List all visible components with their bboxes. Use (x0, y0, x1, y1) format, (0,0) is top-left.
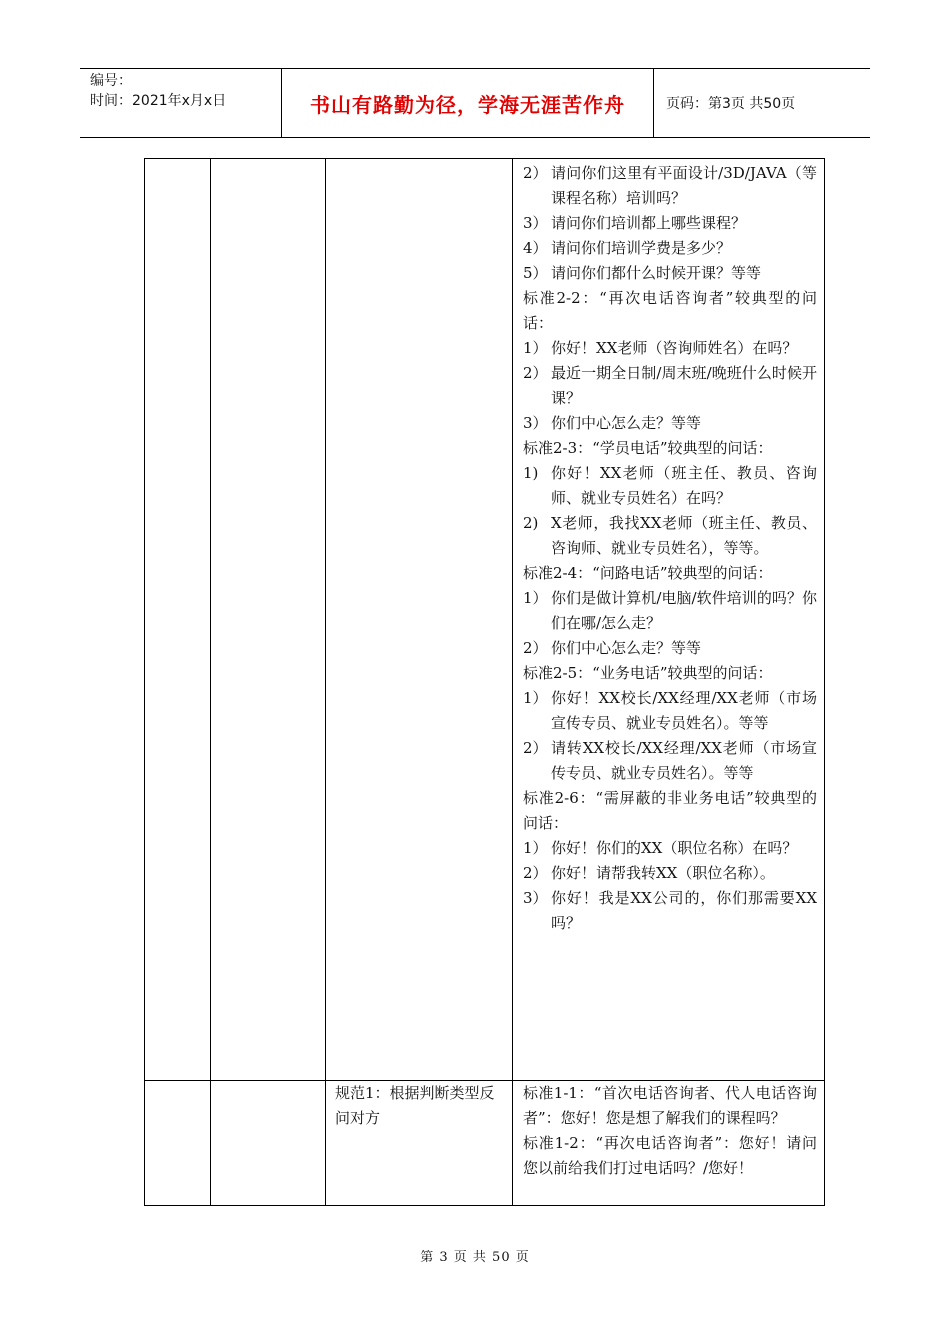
time-label: 时间：2021年x月x日 (90, 93, 227, 109)
list-item (523, 636, 817, 661)
list-item-text: 你好！请帮我转XX（职位名称）。 (551, 864, 775, 882)
list-item-number: 2） (523, 639, 548, 657)
list-item (523, 886, 817, 936)
list-item-text: 请问你们培训学费是多少？ (551, 239, 732, 257)
content-table (144, 158, 825, 1206)
list-item-text: 你好！你们的XX（职位名称）在吗？ (551, 839, 798, 857)
list-item-number: 5） (523, 264, 548, 282)
list-item-number: 1） (523, 689, 548, 707)
list-item-number: 2） (523, 739, 548, 757)
list-item-number: 1） (523, 339, 548, 357)
list-item (523, 461, 817, 511)
list-item-text: 你们中心怎么走？等等 (551, 639, 702, 657)
number-label: 编号： (90, 73, 132, 89)
spec-label: 规范1：根据判断类型反问对方 (335, 1084, 495, 1127)
list-item-text: 请转XX校长/XX经理/XX老师（市场宣传专员、就业专员姓名）。等等 (551, 739, 817, 782)
list-item-text: 请问你们培训都上哪些课程？ (551, 214, 747, 232)
list-item (523, 686, 817, 736)
row1-standards (513, 161, 825, 936)
list-item (523, 511, 817, 561)
list-item (523, 836, 817, 861)
list-item (523, 261, 817, 286)
standard-heading: 标准2-3：“学员电话”较典型的问话： (523, 439, 773, 457)
list-item-number: 3） (523, 214, 548, 232)
list-item (523, 736, 817, 786)
list-item-number: 2） (523, 364, 548, 382)
list-item (523, 361, 817, 411)
list-item-text: X老师，我找XX老师（班主任、教员、咨询师、就业专员姓名），等等。 (551, 514, 817, 557)
list-item-number: 1) (523, 464, 539, 482)
standard-heading: 标准1-1：“首次电话咨询者、代人电话咨询者”：您好！您是想了解我们的课程吗？ (523, 1084, 817, 1127)
list-item (523, 236, 817, 261)
list-item (523, 336, 817, 361)
list-item (523, 161, 817, 211)
page-footer: 第 3 页 共 50 页 (420, 1250, 530, 1265)
row2-standards (513, 1081, 825, 1181)
column-divider (325, 159, 326, 1205)
list-item-text: 请问你们都什么时候开课？等等 (551, 264, 762, 282)
list-item-number: 2） (523, 864, 548, 882)
document-header (80, 68, 870, 138)
page-info: 页码：第3页 共50页 (666, 96, 796, 112)
list-item-number: 1） (523, 839, 548, 857)
list-item-number: 2） (523, 164, 548, 182)
list-item-number: 3） (523, 414, 548, 432)
list-item-text: 最近一期全日制/周末班/晚班什么时候开课？ (551, 364, 817, 407)
list-item (523, 861, 817, 886)
list-item (523, 211, 817, 236)
standard-heading: 标准2-5：“业务电话”较典型的问话： (523, 664, 773, 682)
list-item-text: 你好！XX老师（班主任、教员、咨询师、就业专员姓名）在吗？ (551, 464, 817, 507)
list-item-text: 你们中心怎么走？等等 (551, 414, 702, 432)
list-item-text: 你好！我是XX公司的，你们那需要XX吗？ (551, 889, 817, 932)
list-item (523, 411, 817, 436)
standard-heading: 标准2-6：“需屏蔽的非业务电话”较典型的问话： (523, 789, 817, 832)
list-item-text: 你好！XX校长/XX经理/XX老师（市场宣传专员、就业专员姓名）。等等 (551, 689, 817, 732)
list-item-text: 你好！XX老师（咨询师姓名）在吗？ (551, 339, 798, 357)
list-item-text: 请问你们这里有平面设计/3D/JAVA（等课程名称）培训吗？ (551, 164, 817, 207)
list-item-number: 3） (523, 889, 548, 907)
list-item-number: 1） (523, 589, 548, 607)
column-divider (210, 159, 211, 1205)
standard-heading: 标准1-2：“再次电话咨询者”：您好！请问您以前给我们打过电话吗？/您好！ (523, 1134, 817, 1177)
list-item-number: 2) (523, 514, 539, 532)
standard-heading: 标准2-2：“再次电话咨询者”较典型的问话： (523, 289, 817, 332)
standard-heading: 标准2-4：“问路电话”较典型的问话： (523, 564, 773, 582)
header-meta (80, 69, 281, 137)
list-item-text: 你们是做计算机/电脑/软件培训的吗？你们在哪/怎么走？ (551, 589, 817, 632)
motto: 书山有路勤为径，学海无涯苦作舟 (281, 69, 654, 137)
list-item-number: 4） (523, 239, 548, 257)
list-item (523, 586, 817, 636)
